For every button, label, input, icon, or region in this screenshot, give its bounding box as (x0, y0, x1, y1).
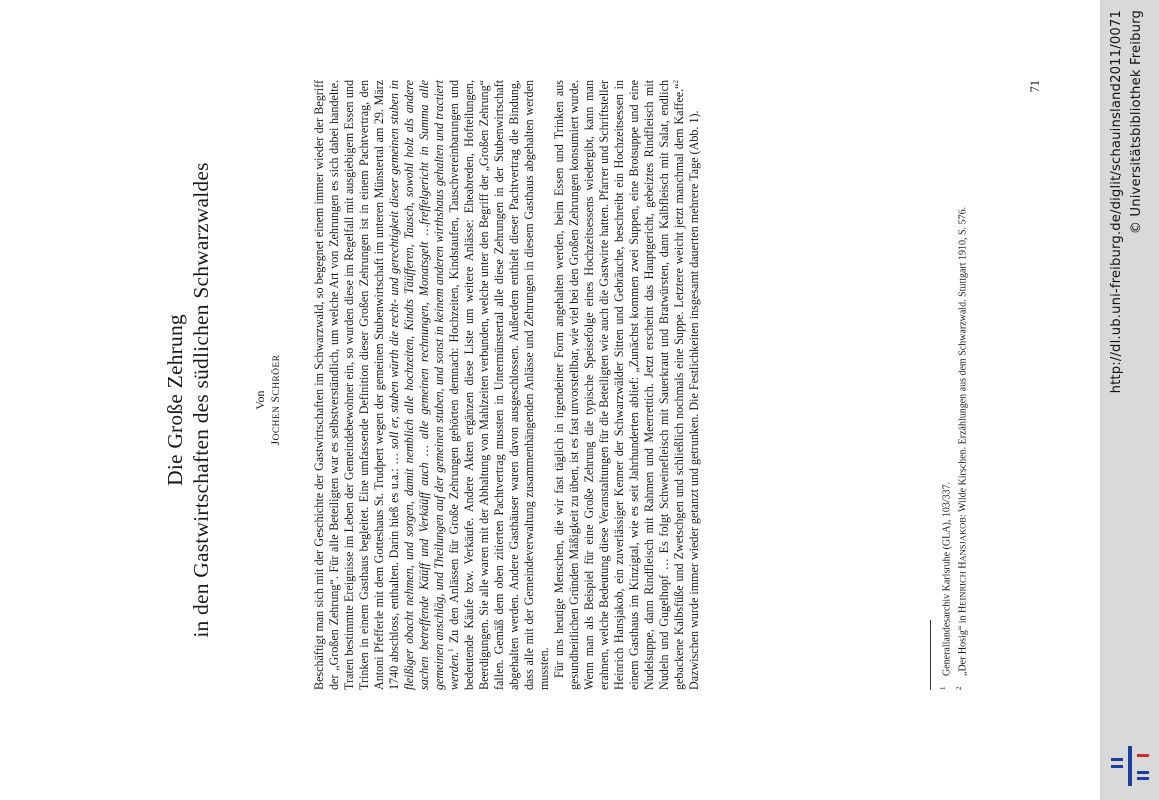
footnote-divider (930, 620, 931, 690)
logo-bar-right-1 (1137, 771, 1149, 774)
logo-bar-right-2 (1137, 777, 1149, 780)
article-title-line-1: Die Große Zehrung (163, 314, 187, 486)
footnote-ref-2[interactable]: 2 (671, 80, 680, 84)
library-strip-rotated (1100, 0, 1159, 800)
article-title-line-2: in den Gastwirtschaften des südlichen Schwarzwaldes (189, 162, 213, 638)
article-body (312, 80, 702, 690)
logo-vertical-bar (1128, 746, 1132, 786)
byline-von: Von (253, 390, 267, 410)
paragraph-2: Für uns heutige Menschen, die wir fast täglich in irgendeiner Form angehalten werden, beim Essen und Trinken aus gesundheitlichen Gründen Mäßigkeit zu üben, ist es fast unvorstellbar, wie viel bei den Großen Zehrungen konsumiert wurde. Wenn man als Beispiel für eine Große Zehrung die typische Speisefolge eines Hochzeitsessens wiedergibt, kann man erahnen, welche Bedeutung diese Veranstaltungen für die Beteiligten wie auch die Gastwirte hatten. Pfarrer und Schriftsteller Heinrich Hansjakob, ein zuverlässiger Kenner der Schwarzwälder Sitten und Gebräuche, beschreibt ein Hochzeitsessen in einem Gasthaus im Kinzigtal, wie es seit Jahrhunderten ablief: „Zunächst kommen zwei Suppen, eine Brotsuppe und eine Nudelsuppe, dann Rindfleisch mit Rahmen und Meerrettich. Jetzt erscheint das Hauptgericht, gebeiztes Rindfleisch mit Nudeln und Gugelhopf … Es folgt Schweinefleisch mit Sauerkraut und Bratwürsten, dann Kalbfleisch mit Salat, endlich gebackene Kalbsfüße und Zwetschgen und schließlich nochmals eine Suppe. Letztere weicht jetzt manchmal dem Kaffee.“$^2$ Dazwischen wurde immer wieder getanzt und getrunken. Die Festlichkeiten insgesamt dauerten mehrere Tage (Abb. 1). (552, 80, 701, 690)
logo-bar-left-2 (1111, 765, 1123, 768)
footnote-1: 1Generallandesarchiv Karlsruhe (GLA), 103/337. (939, 481, 953, 690)
footnote-2: 2„Der Hosig“ in HEINRICH HANSJAKOB: Wilde Kirschen. Erzählungen aus dem Schwarzwald. Stuttgart 1910, S. 576. (955, 206, 969, 690)
footnotes (937, 80, 970, 690)
footnote-ref-1[interactable]: 1 (446, 648, 455, 652)
permalink-url[interactable]: http://dl.ub.uni-freiburg.de/diglit/schauinsland2011/0071 (1109, 10, 1124, 394)
library-info-strip (1100, 0, 1159, 800)
copyright-notice: © Universitätsbibliothek Freiburg (1129, 10, 1144, 235)
logo-bar-left-1 (1111, 758, 1123, 761)
university-library-logo-icon (1108, 744, 1152, 788)
page-number: 71 (1028, 80, 1042, 93)
paragraph-1: Beschäftigt man sich mit der Geschichte der Gastwirtschaften im Schwarzwald, so begegnet einem immer wieder der Begriff der „Großen Zehrung“. Für alle Beteiligten war es selbstverständlich, um welche Art von Zehrungen es sich dabei handelte. Traten bestimmte Ereignisse im Leben der Gemeindebewohner ein, so wurden diese im Regelfall mit ausgiebigem Essen und Trinken in einem Gasthaus begleitet. Eine umfassende Definition dieser Großen Zehrungen ist in einem Pachtvertrag, den Antoni Pfefferle mit dem Gotteshaus St. Trudpert wegen der gemeinen Stubenwirtschaft im unteren Münstertal am 29. März 1740 abschloss, enthalten. Darin hieß es u.a.: … soll er, stuben würth die recht- und gerechtigkeit dieser gemeinen stuben in fleißiger obacht nehmen, und sorgen, damit nemblich alle hochzeiten, Kindts Täüfferen, Tausch, sowohl holz als andere sachen betreffende Käüff und Verkäüff auch … alle gemeinen rechnungen, Monatsgelt …freffelgericht in Summa alle gemeinen anschläg, und Theilungen auf der gemeinen stuben, und sonst in keinem anderen wirthshaus gehalten und tractiert werden.$^1$ Zu den Anlässen für Große Zehrungen gehörten demnach: Hochzeiten, Kindstaufen, Tauschvereinbarungen und bedeutende Käufe bzw. Verkäufe. Andere Akten ergänzen diese Liste um weitere Anlässe: Eheabreden, Hofteilungen, Beerdigungen. Sie alle waren mit der Abhaltung von Mahlzeiten verbunden, welche unter den Begriff der „Großen Zehrung“ fallen. Gemäß dem oben zitierten Pachtvertrag mussten in Untermünstertal alle diese Zehrungen in der Stubenwirtschaft abgehalten werden. Andere Gasthäuser waren davon ausgeschlossen. Außerdem enthielt dieser Pachtvertrag die Bindung, dass alle mit der Gemeindeverwaltung zusammenhängenden Anlässe und Zehrungen in diesem Gasthaus abgehalten werden mussten. (312, 79, 551, 690)
quoted-lease-text: soll er, stuben würth die recht- und gerechtigkeit dieser gemeinen stuben in fleißiger obacht nehmen, und sorgen, damit nemblich alle hochzeiten, Kindts Täüfferen, Tausch, sowohl holz als andere sachen betreffende Käüff und Verkäüff auch … alle gemeinen rechnungen, Monatsgelt …freffelgericht in Summa alle gemeinen anschläg, und Theilungen auf der gemeinen stuben, und sonst in keinem anderen wirthshaus gehalten und tractiert werden. (387, 79, 461, 690)
logo-bar-right-red (1137, 754, 1149, 757)
author-name: JOCHEN SCHRÖER (270, 354, 282, 446)
